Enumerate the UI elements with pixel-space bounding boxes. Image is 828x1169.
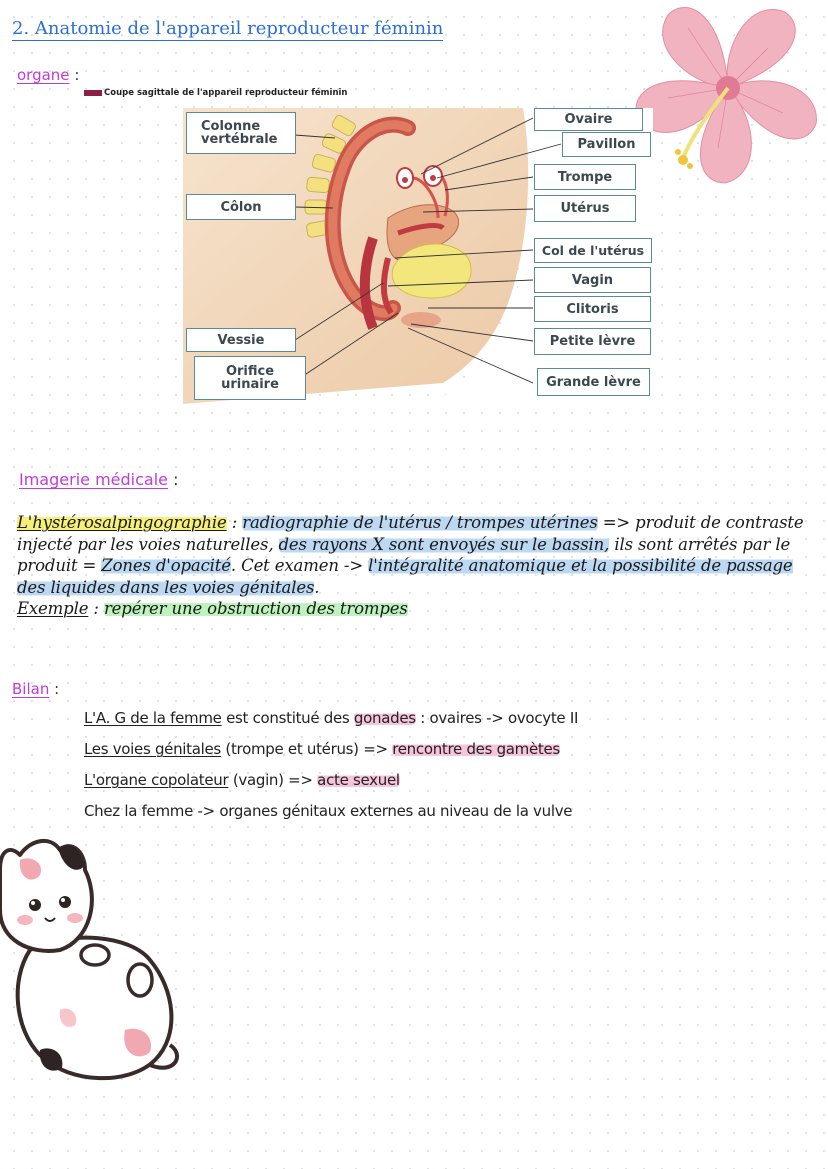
figure-caption-text: Coupe sagittale de l'appareil reproducteur féminin <box>104 88 348 98</box>
anatomy-diagram <box>183 108 653 404</box>
imaging-text: ils sont arrêtés par le produit = <box>17 534 791 575</box>
label-ovaire: Ovaire <box>534 108 643 131</box>
figure-caption <box>84 88 347 98</box>
highlight-integralite: l'intégralité anatomique et la possibilité de passage des liquides dans les voies génitales <box>17 556 793 597</box>
term-hysterosalpingographie: L'hystérosalpingographie <box>17 513 227 532</box>
bilan-label-text: Bilan <box>12 680 50 698</box>
bilan-list <box>84 703 578 827</box>
imagerie-label-text: Imagerie médicale <box>19 470 168 489</box>
imaging-text: : <box>226 513 243 532</box>
label-grande-levre: Grande lèvre <box>537 368 650 396</box>
bilan-line-1 <box>84 703 578 734</box>
bilan-text: est constitué des <box>221 709 354 727</box>
label-uterus: Utérus <box>534 195 636 222</box>
organe-label-text: organe <box>17 66 70 84</box>
example-label: Exemple <box>17 599 89 618</box>
label-petite-levre: Petite lèvre <box>534 328 651 355</box>
label-pavillon: Pavillon <box>562 132 651 157</box>
imaging-text: : <box>88 599 104 618</box>
organe-colon: : <box>74 66 80 84</box>
imagerie-colon: : <box>173 470 179 489</box>
label-vessie: Vessie <box>186 328 296 352</box>
bilan-label <box>12 680 59 698</box>
organe-label <box>17 66 79 84</box>
bilan-text: L'A. G de la femme <box>84 709 222 727</box>
imaging-paragraph <box>17 512 817 620</box>
highlight-rayons-x: des rayons X sont envoyés sur le bassin, <box>278 534 610 554</box>
imaging-text: . Cet examen -> <box>230 556 369 575</box>
bilan-line-2 <box>84 734 578 765</box>
bilan-text: Les voies génitales <box>84 740 221 758</box>
page-title: 2. Anatomie de l'appareil reproducteur féminin <box>12 18 444 39</box>
imaging-text: => produit de contraste injecté par les voies naturelles, <box>17 513 804 554</box>
highlight-radiographie: radiographie de l'utérus / trompes utérines <box>242 513 598 532</box>
label-clitoris: Clitoris <box>534 296 651 322</box>
bilan-text: L'organe copolateur <box>84 771 229 789</box>
bilan-text: : ovaires -> ovocyte II <box>415 709 579 727</box>
bilan-line-3 <box>84 765 578 796</box>
imagerie-label <box>19 470 178 489</box>
bilan-text: (trompe et utérus) => <box>220 740 393 758</box>
imaging-text: . <box>314 577 320 597</box>
label-colonne-vertebrale: Colonne vertébrale <box>186 112 296 154</box>
label-orifice-urinaire: Orifice urinaire <box>194 356 306 400</box>
highlight-acte-sexuel: acte sexuel <box>317 771 400 789</box>
label-trompe: Trompe <box>534 164 636 190</box>
label-vagin: Vagin <box>534 267 651 293</box>
bilan-line-4: Chez la femme -> organes génitaux externes au niveau de la vulve <box>84 802 573 820</box>
highlight-gonades: gonades <box>353 709 416 727</box>
cat-sticker-decoration <box>0 830 190 1090</box>
caption-swatch <box>84 90 102 96</box>
label-col-uterus: Col de l'utérus <box>534 238 652 263</box>
highlight-zones-opacite: Zones d'opacité <box>101 556 231 575</box>
highlight-rencontre: rencontre des gamètes <box>392 740 560 758</box>
highlight-exemple: repérer une obstruction des trompes <box>103 599 408 618</box>
bilan-text: (vagin) => <box>228 771 318 789</box>
bilan-colon: : <box>54 680 60 698</box>
label-colon: Côlon <box>186 194 296 220</box>
